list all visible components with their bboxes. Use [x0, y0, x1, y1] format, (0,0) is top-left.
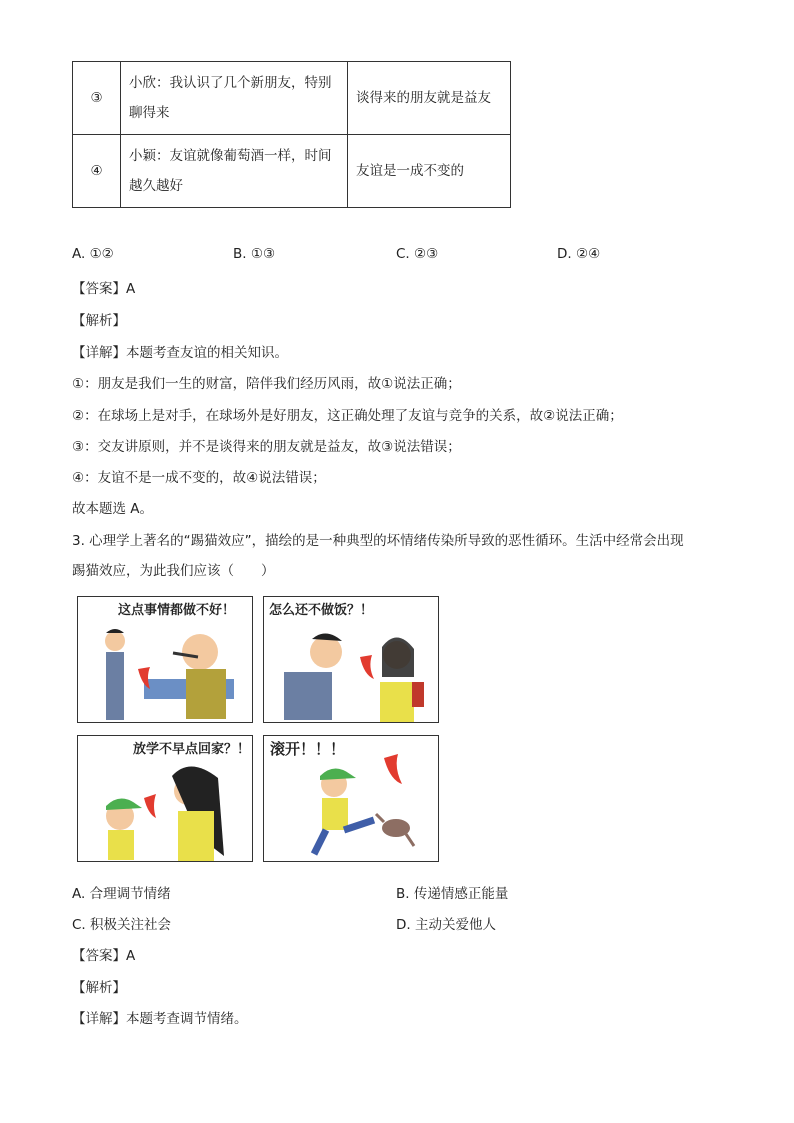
option-d[interactable]: D. 主动关爱他人 — [396, 917, 496, 933]
detail-line: ④：友谊不是一成不变的，故④说法错误； — [72, 470, 326, 486]
comic-panel-boss — [77, 596, 253, 723]
view-cell: 友谊是一成不变的 — [348, 135, 511, 208]
comic-panel-mother — [77, 735, 253, 862]
row-number: ④ — [73, 135, 121, 208]
question-stem: 3. 心理学上著名的“踢猫效应”，描绘的是一种典型的坏情绪传染所导致的恶性循环。生活中经常会出现 — [72, 533, 684, 549]
comic-panel-husband — [263, 596, 439, 723]
detail-line: ③：交友讲原则，并不是谈得来的朋友就是益友，故③说法错误； — [72, 439, 461, 455]
option-d[interactable]: D. ②④ — [557, 246, 601, 262]
statement-cell: 小欣：我认识了几个新朋友，特别 聊得来 — [121, 62, 348, 135]
option-c[interactable]: C. ②③ — [396, 246, 439, 262]
option-a[interactable]: A. ①② — [72, 246, 114, 262]
answer-label: 【答案】A — [72, 281, 136, 297]
detail-line: ②：在球场上是对手，在球场外是好朋友，这正确处理了友谊与竞争的关系，故②说法正确； — [72, 408, 623, 424]
analysis-label: 【解析】 — [72, 980, 126, 996]
option-b[interactable]: B. 传递情感正能量 — [396, 886, 509, 902]
view-cell: 谈得来的朋友就是益友 — [348, 62, 511, 135]
speech-bubble: 这点事情都做不好！ — [118, 603, 236, 618]
answer-label: 【答案】A — [72, 948, 136, 964]
detail-line: 【详解】本题考查友谊的相关知识。 — [72, 345, 288, 361]
speech-bubble: 滚开！！！ — [270, 740, 346, 758]
speech-bubble: 怎么还不做饭？！ — [269, 603, 374, 618]
option-a[interactable]: A. 合理调节情绪 — [72, 886, 171, 902]
comic-panel-child — [263, 735, 439, 862]
table-row — [73, 135, 511, 208]
statement-table — [72, 61, 511, 208]
speech-bubble: 放学不早点回家？！ — [133, 742, 251, 757]
table-row — [73, 62, 511, 135]
statement-cell: 小颖：友谊就像葡萄酒一样，时间 越久越好 — [121, 135, 348, 208]
detail-line: ①：朋友是我们一生的财富，陪伴我们经历风雨，故①说法正确； — [72, 376, 461, 392]
option-b[interactable]: B. ①③ — [233, 246, 276, 262]
row-number: ③ — [73, 62, 121, 135]
detail-line: 故本题选 A。 — [72, 501, 154, 517]
option-c[interactable]: C. 积极关注社会 — [72, 917, 172, 933]
question-stem: 踢猫效应，为此我们应该（ ） — [72, 563, 275, 579]
analysis-label: 【解析】 — [72, 313, 126, 329]
detail-line: 【详解】本题考查调节情绪。 — [72, 1011, 248, 1027]
